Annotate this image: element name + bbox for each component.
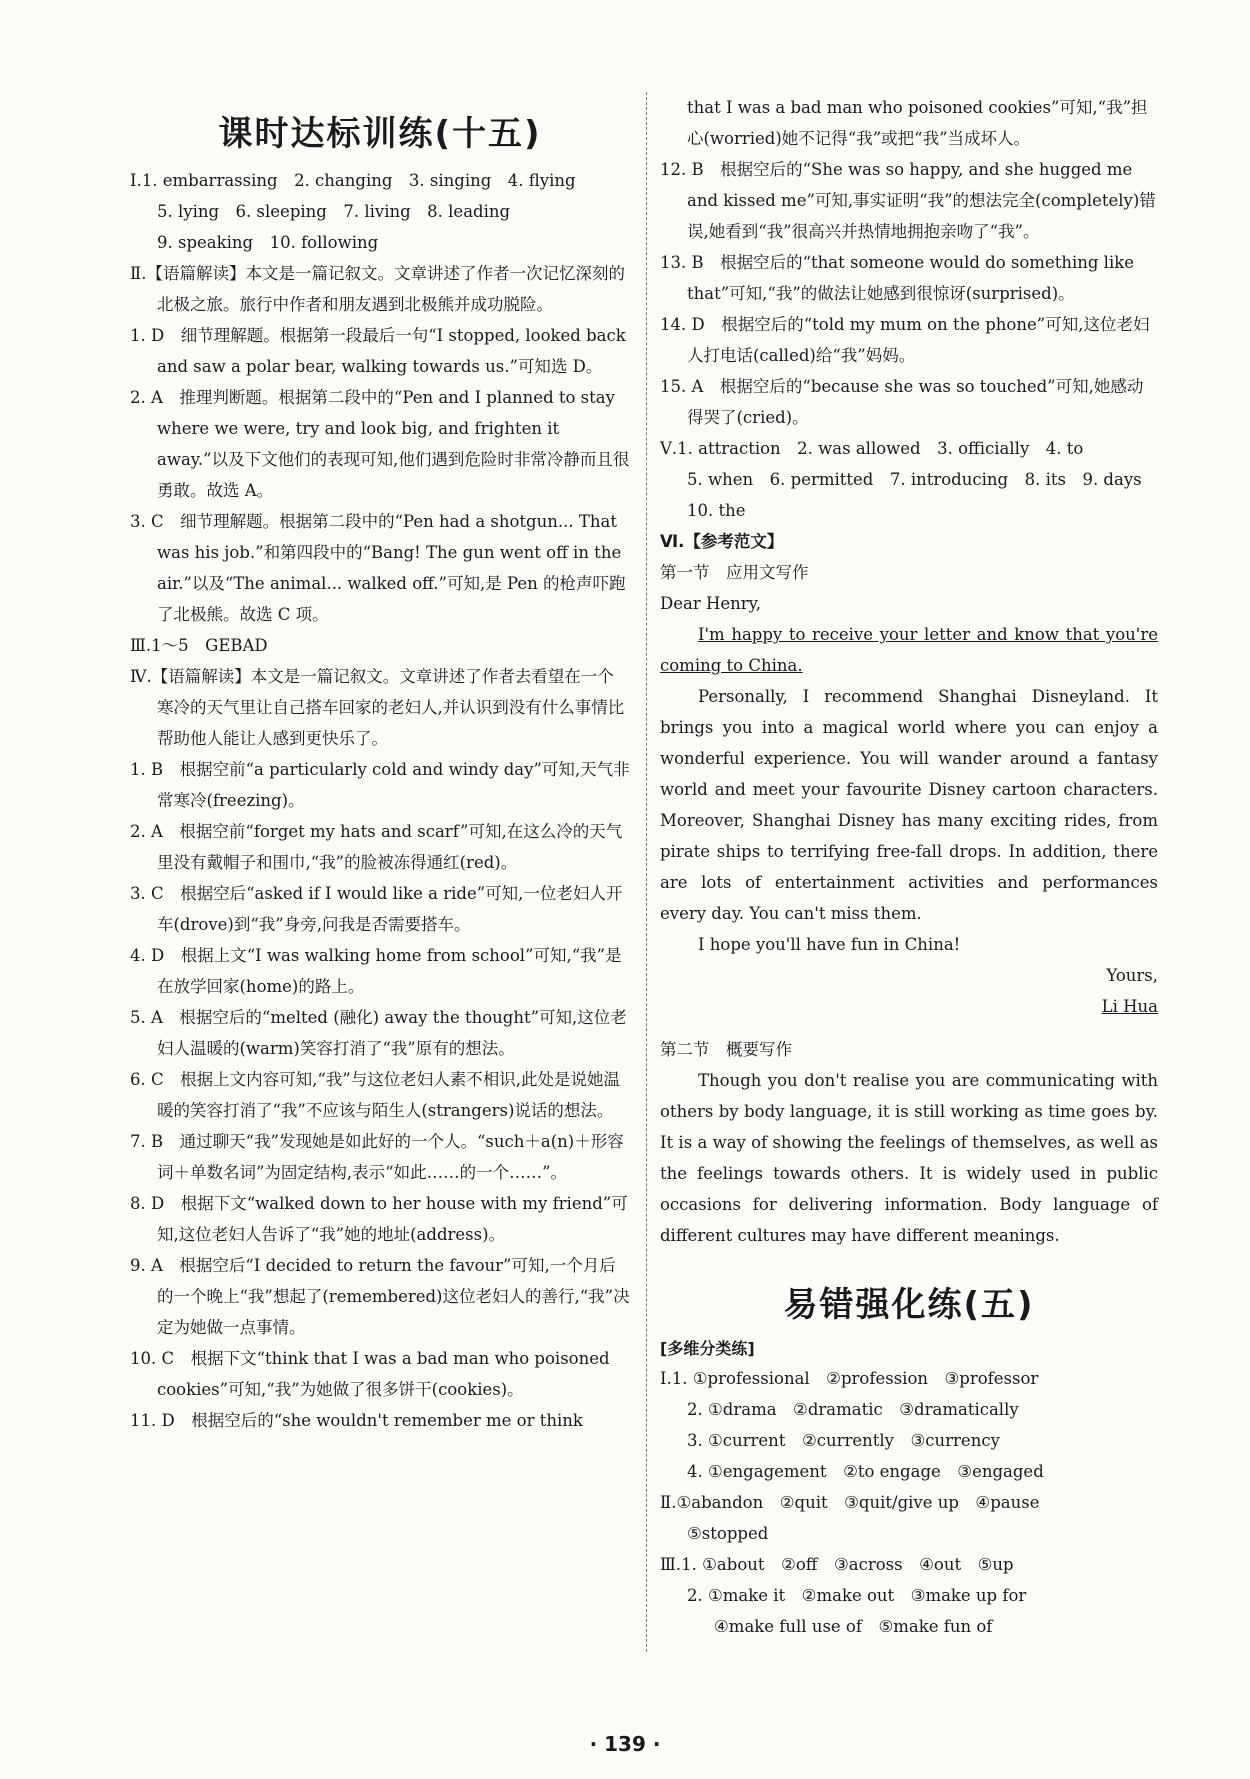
s2-intro: Ⅱ.【语篇解读】本文是一篇记叙文。文章讲述了作者一次记忆深刻的北极之旅。旅行中作者和朋友遇到北极熊并成功脱险。 <box>130 264 625 314</box>
s4-q4: 4. D 根据上文“I was walking home from school”可知,“我”是在放学回家(home)的路上。 <box>130 946 622 996</box>
q12: 12. B 根据空后的“She was so happy, and she hugged me and kissed me”可知,事实证明“我”的想法完全(completely)错误,她看到“我”很高兴并热情地拥抱亲吻了“我”。 <box>660 160 1156 241</box>
left-column <box>130 86 630 1436</box>
s2-q3: 3. C 细节理解题。根据第二段中的“Pen had a shotgun... That was his job.”和第四段中的“Bang! The gun went off in the air.”以及“The animal... walked off.”可知,是 Pen 的枪声吓跑了北极熊。故选 C 项。 <box>130 512 626 624</box>
s4-q5: 5. A 根据空后的“melted (融化) away the thought”可知,这位老妇人温暖的(warm)笑容打消了“我”原有的想法。 <box>130 1008 627 1058</box>
s4-q2: 2. A 根据空前“forget my hats and scarf”可知,在这么冷的天气里没有戴帽子和围巾,“我”的脸被冻得通红(red)。 <box>130 822 623 872</box>
q14: 14. D 根据空后的“told my mum on the phone”可知,这位老妇人打电话(called)给“我”妈妈。 <box>660 315 1150 365</box>
letter-greeting: Dear Henry, <box>660 594 762 613</box>
e3-line3: ④make full use of ⑤make fun of <box>714 1617 993 1636</box>
page-number: · 139 · <box>589 1732 661 1756</box>
s4-q6: 6. C 根据上文内容可知,“我”与这位老妇人素不相识,此处是说她温暖的笑容打消了“我”不应该与陌生人(strangers)说话的想法。 <box>130 1070 620 1120</box>
s1-line1: Ⅰ.1. embarrassing 2. changing 3. singing 4. flying <box>130 171 576 190</box>
s3-answers: Ⅲ.1～5 GEBAD <box>130 636 268 655</box>
q11-continued: that I was a bad man who poisoned cookies”可知,“我”担心(worried)她不记得“我”或把“我”当成坏人。 <box>687 98 1148 148</box>
section2-heading: 第二节 概要写作 <box>660 1040 792 1059</box>
letter-closing: Yours, <box>1106 966 1158 985</box>
e1-line3: 3. ①current ②currently ③currency <box>687 1431 1000 1450</box>
s4-q8: 8. D 根据下文“walked down to her house with my friend”可知,这位老妇人告诉了“我”她的地址(address)。 <box>130 1194 628 1244</box>
q15: 15. A 根据空后的“because she was so touched”可知,她感动得哭了(cried)。 <box>660 377 1144 427</box>
letter-signature: Li Hua <box>1101 997 1158 1016</box>
e3-line1: Ⅲ.1. ①about ②off ③across ④out ⑤up <box>660 1555 1014 1574</box>
s4-q3: 3. C 根据空后“asked if I would like a ride”可知,一位老妇人开车(drove)到“我”身旁,问我是否需要搭车。 <box>130 884 623 934</box>
q13: 13. B 根据空后的“that someone would do something like that”可知,“我”的做法让她感到很惊讶(surprised)。 <box>660 253 1135 303</box>
e2-line2: ⑤stopped <box>687 1524 769 1543</box>
e1-line4: 4. ①engagement ②to engage ③engaged <box>687 1462 1044 1481</box>
s5-line1: Ⅴ.1. attraction 2. was allowed 3. officially 4. to <box>660 439 1084 458</box>
right-column <box>660 92 1158 1642</box>
s4-q9: 9. A 根据空后“I decided to return the favour”可知,一个月后的一个晚上“我”想起了(remembered)这位老妇人的善行,“我”决定为她做一点事情。 <box>130 1256 630 1337</box>
letter-para1: I'm happy to receive your letter and know that you're coming to China. <box>660 625 1158 675</box>
s4-q10: 10. C 根据下文“think that I was a bad man who poisoned cookies”可知,“我”为她做了很多饼干(cookies)。 <box>130 1349 610 1399</box>
letter-para2: Personally, I recommend Shanghai Disneyland. It brings you into a magical world where you can enjoy a wonderful experience. You will wander around a fantasy world and meet your favourite Disney cartoon characters. Moreover, Shanghai Disney has many exciting rides, from pirate ships to terrifying free-fall drops. In addition, there are lots of entertainment activities and performances every day. You can't miss them. <box>660 687 1158 923</box>
summary-text: Though you don't realise you are communicating with others by body language, it is still working as time goes by. It is a way of showing the feelings of themselves, as well as the feelings towards others. It is widely used in public occasions for delivering information. Body language of different cultures may have different meanings. <box>660 1071 1158 1245</box>
s2-q1: 1. D 细节理解题。根据第一段最后一句“I stopped, looked back and saw a polar bear, walking towards us.”可知选 D。 <box>130 326 626 376</box>
s5-line2: 5. when 6. permitted 7. introducing 8. its 9. days <box>687 470 1142 489</box>
s4-q11: 11. D 根据空后的“she wouldn't remember me or think <box>130 1411 583 1430</box>
s6-label: Ⅵ.【参考范文】 <box>660 532 784 551</box>
s4-q7: 7. B 通过聊天“我”发现她是如此好的一个人。“such＋a(n)＋形容词＋单数名词”为固定结构,表示“如此……的一个……”。 <box>130 1132 624 1182</box>
page-title: 课时达标训练(十五) <box>218 114 542 154</box>
column-divider <box>646 92 647 1652</box>
s4-q1: 1. B 根据空前“a particularly cold and windy day”可知,天气非常寒冷(freezing)。 <box>130 760 630 810</box>
section1-heading: 第一节 应用文写作 <box>660 563 809 582</box>
s1-line3: 9. speaking 10. following <box>157 233 379 252</box>
s1-line2: 5. lying 6. sleeping 7. living 8. leading <box>157 202 511 221</box>
s4-intro: Ⅳ.【语篇解读】本文是一篇记叙文。文章讲述了作者去看望在一个寒冷的天气里让自己搭车回家的老妇人,并认识到没有什么事情比帮助他人能让人感到更快乐了。 <box>130 667 625 748</box>
section-title-2: 易错强化练(五) <box>783 1285 1035 1325</box>
e1-line2: 2. ①drama ②dramatic ③dramatically <box>687 1400 1019 1419</box>
e2-line1: Ⅱ.①abandon ②quit ③quit/give up ④pause <box>660 1493 1040 1512</box>
e3-line2: 2. ①make it ②make out ③make up for <box>687 1586 1027 1605</box>
e1-line1: Ⅰ.1. ①professional ②profession ③professor <box>660 1369 1039 1388</box>
letter-para3: I hope you'll have fun in China! <box>698 935 961 954</box>
s5-line3: 10. the <box>687 501 746 520</box>
s2-q2: 2. A 推理判断题。根据第二段中的“Pen and I planned to stay where we were, try and look big, and frighten it away.”以及下文他们的表现可知,他们遇到危险时非常冷静而且很勇敢。故选 A。 <box>130 388 630 500</box>
practice-tag: [多维分类练] <box>660 1339 755 1358</box>
